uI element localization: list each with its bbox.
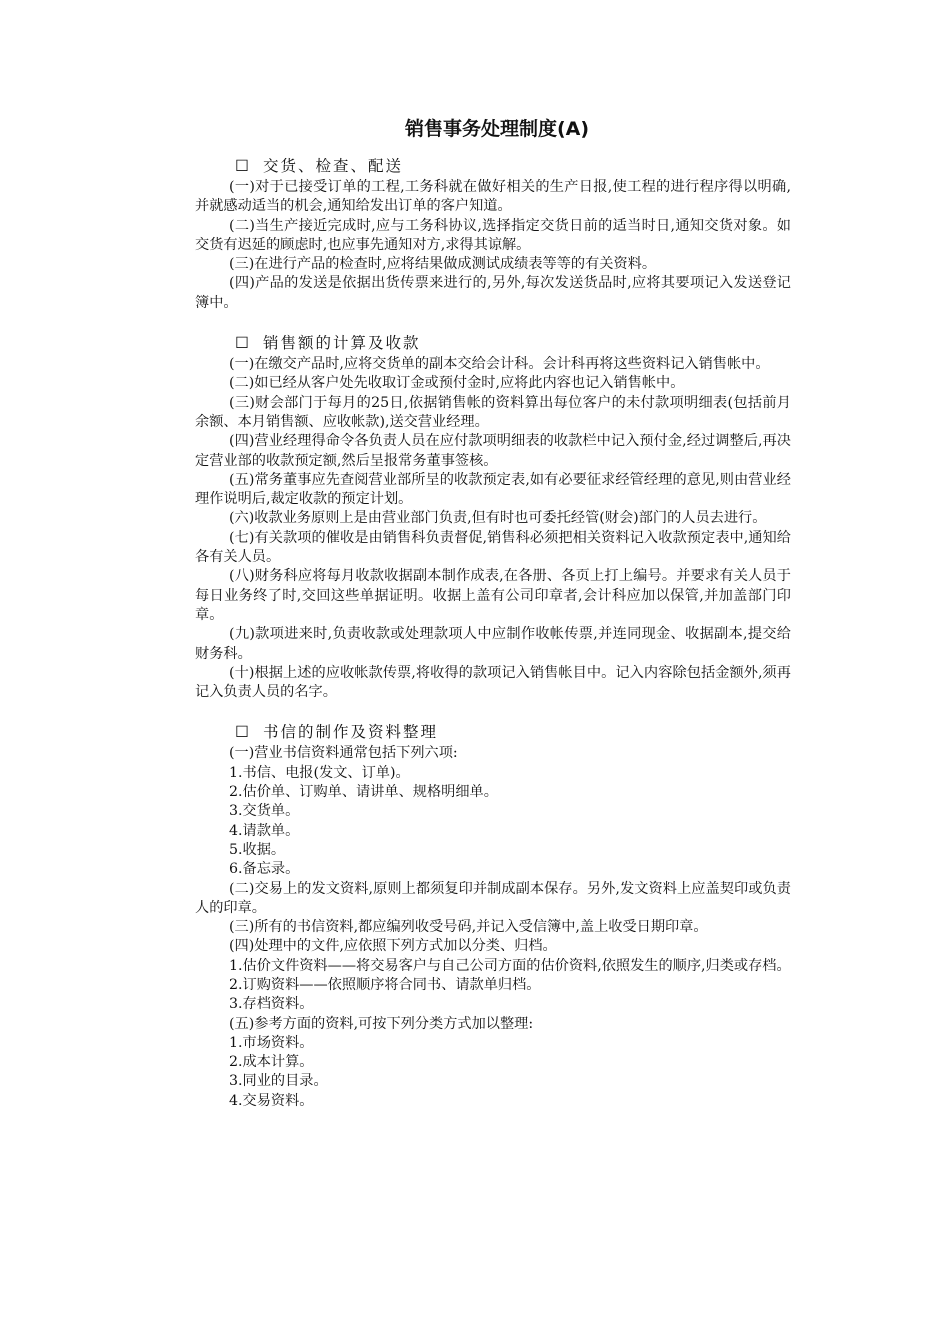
- paragraph: (十)根据上述的应收帐款传票,将收得的款项记入销售帐目中。记入内容除包括金额外,须再记入负责人员的名字。: [195, 664, 791, 701]
- paragraph: (二)交易上的发文资料,原则上都须复印并制成副本保存。另外,发文资料上应盖契印或负责人的印章。: [195, 880, 791, 916]
- checkbox-square-icon: ☐: [235, 723, 251, 742]
- paragraph: (四)营业经理得命令各负责人员在应付款项明细表的收款栏中记入预付金,经过调整后,再决定营业部的收款预定额,然后呈报常务董事签核。: [195, 433, 791, 469]
- checkbox-square-icon: ☐: [235, 157, 251, 175]
- paragraph: (二)当生产接近完成时,应与工务科协议,选择指定交货日前的适当时日,通知交货对象。如交货有迟延的顾虑时,也应事先通知对方,求得其谅解。: [195, 217, 791, 253]
- list-item: 5.收据。: [229, 841, 286, 858]
- section-heading: [235, 333, 791, 353]
- paragraph: (四)处理中的文件,应依照下列方式加以分类、归档。: [229, 938, 557, 955]
- paragraph: (三)财会部门于每月的25日,依据销售帐的资料算出每位客户的未付款项明细表(包括前月余额、本月销售额、应收帐款),送交营业经理。: [195, 394, 791, 430]
- paragraph: (六)收款业务原则上是由营业部门负责,但有时也可委托经管(财会)部门的人员去进行。: [229, 510, 767, 527]
- section-heading: [235, 722, 791, 742]
- paragraph: (三)所有的书信资料,都应编列收受号码,并记入受信簿中,盖上收受日期印章。: [229, 919, 708, 936]
- section-heading-text: 交货、检查、配送: [263, 157, 404, 175]
- paragraph: (一)营业书信资料通常包括下列六项:: [229, 745, 458, 762]
- section-heading: [235, 156, 791, 176]
- paragraph: (七)有关款项的催收是由销售科负责督促,销售科必须把相关资料记入收款预定表中,通知给各有关人员。: [195, 529, 791, 566]
- list-item: 3.同业的目录。: [229, 1073, 328, 1090]
- paragraph: (八)财务科应将每月收款收据副本制作成表,在各册、各页上打上编号。并要求有关人员于每日业务终了时,交回这些单据证明。收据上盖有公司印章者,会计科应加以保管,并加盖部门印章。: [195, 568, 791, 623]
- list-item: 6.备忘录。: [229, 861, 300, 878]
- paragraph: (四)产品的发送是依据出货传票来进行的,另外,每次发送货品时,应将其要项记入发送登记簿中。: [195, 275, 791, 311]
- paragraph: 1.估价文件资料——将交易客户与自己公司方面的估价资料,依照发生的顺序,归类或存档。: [229, 957, 791, 974]
- document-page: [195, 116, 791, 1131]
- list-item: 2.成本计算。: [229, 1054, 314, 1071]
- list-item: 4.交易资料。: [229, 1092, 314, 1109]
- section-sales-collection: [195, 333, 791, 702]
- paragraph: (二)如已经从客户处先收取订金或预付金时,应将此内容也记入销售帐中。: [229, 375, 685, 392]
- list-item: 4.请款单。: [229, 822, 300, 839]
- paragraph: (九)款项进来时,负责收款或处理款项人中应制作收帐传票,并连同现金、收据副本,提交给财务科。: [195, 626, 791, 662]
- paragraph: (三)在进行产品的检查时,应将结果做成测试成绩表等等的有关资料。: [229, 256, 657, 273]
- paragraph: (一)在缴交产品时,应将交货单的副本交给会计科。会计科再将这些资料记入销售帐中。: [229, 356, 770, 373]
- section-heading-text: 销售额的计算及收款: [263, 334, 421, 353]
- paragraph: (五)常务董事应先查阅营业部所呈的收款预定表,如有必要征求经管经理的意见,则由营业经理作说明后,裁定收款的预定计划。: [195, 471, 791, 508]
- list-item: 3.交货单。: [229, 803, 300, 820]
- list-item: 1.书信、电报(发文、订单)。: [229, 764, 410, 781]
- list-item: 2.订购资料——依照顺序将合同书、请款单归档。: [229, 976, 541, 993]
- paragraph: (一)对于已接受订单的工程,工务科就在做好相关的生产日报,使工程的进行程序得以明确,并就感动适当的机会,通知给发出订单的客户知道。: [195, 179, 791, 215]
- checkbox-square-icon: ☐: [235, 334, 251, 353]
- paragraph: (五)参考方面的资料,可按下列分类方式加以整理:: [229, 1015, 534, 1032]
- list-item: 1.市场资料。: [229, 1034, 314, 1051]
- section-delivery: [195, 156, 791, 313]
- list-item: 2.估价单、订购单、请讲单、规格明细单。: [229, 784, 498, 801]
- section-heading-text: 书信的制作及资料整理: [263, 723, 439, 742]
- document-title: 销售事务处理制度(A): [404, 118, 590, 140]
- list-item: 3.存档资料。: [229, 996, 314, 1013]
- section-correspondence: [195, 722, 791, 1111]
